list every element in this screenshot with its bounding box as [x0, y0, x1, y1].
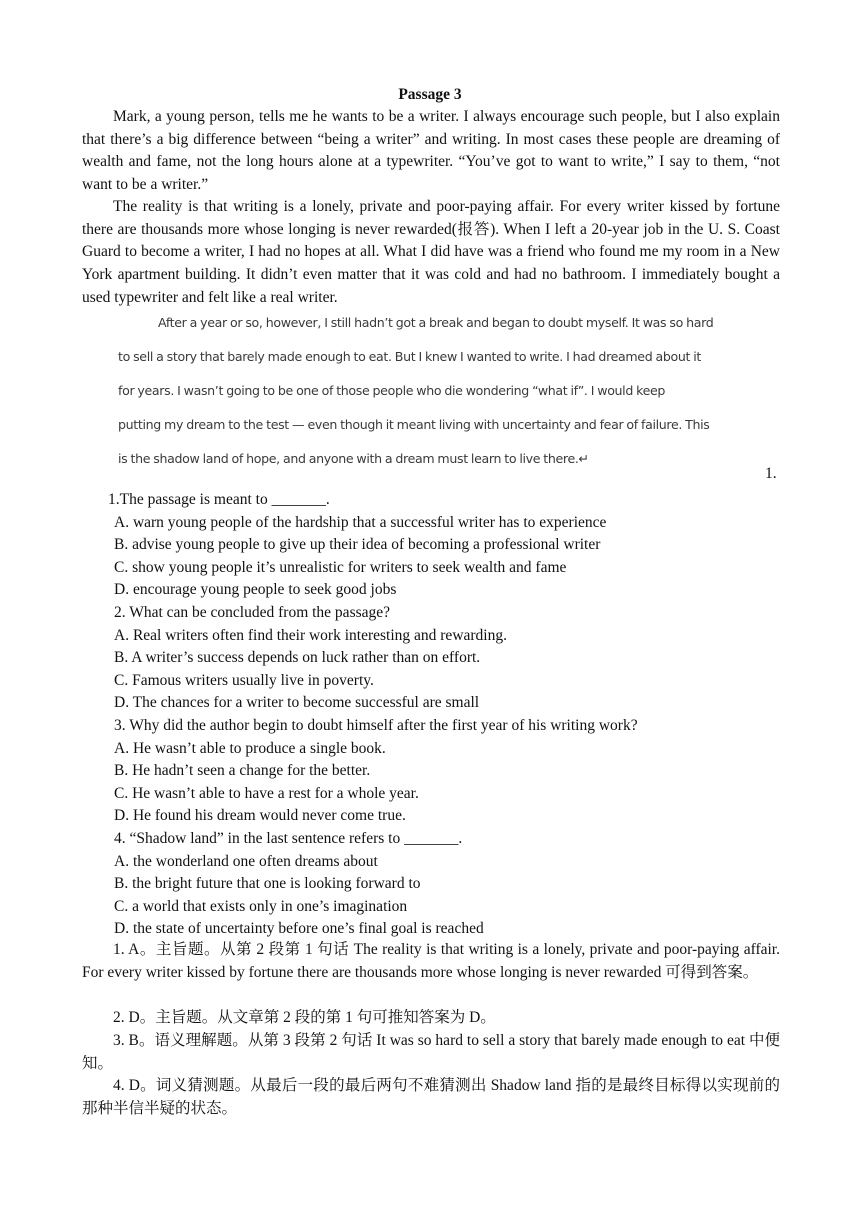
question-2-option-d: D. The chances for a writer to become successful are small — [114, 694, 480, 712]
scanned-line: After a year or so, however, I still hadn’t got a break and began to doubt myself. It was so hard — [158, 315, 714, 330]
scanned-line: is the shadow land of hope, and anyone with a dream must learn to live there.↵ — [118, 451, 589, 466]
answer-4: 4. D。词义猜测题。从最后一段的最后两句不难猜测出 Shadow land 指的是最终目标得以实现前的那种半信半疑的状态。 — [82, 1077, 780, 1117]
question-1-option-d: D. encourage young people to seek good jobs — [114, 581, 397, 599]
question-3-stem: 3. Why did the author begin to doubt himself after the first year of his writing work? — [114, 716, 638, 734]
scanned-line: to sell a story that barely made enough to eat. But I knew I wanted to write. I had dreamed about it — [118, 349, 701, 364]
question-2-option-b: B. A writer’s success depends on luck rather than on effort. — [114, 649, 481, 667]
passage-paragraph-2: The reality is that writing is a lonely, private and poor-paying affair. For every writer kissed by fortune there are thousands more whose longing is never rewarded(报答). When I left a 20-year job in the U. S. Coast Guard to become a writer, I had no hopes at all. What I did have was a friend who found me my room in a New York apartment building. It didn’t even matter that it was cold and had no bathroom. I immediately bought a used typewriter and felt like a real writer. — [82, 198, 780, 306]
passage-paragraph-1: Mark, a young person, tells me he wants to be a writer. I always encourage such people, but I also explain that there’s a big difference between “being a writer” and writing. In most cases these people are dreaming of wealth and fame, not the long hours alone at a typewriter. “You’ve got to want to write,” I say to them, “not want to be a writer.” — [82, 108, 780, 194]
scanned-line: for years. I wasn’t going to be one of those people who die wondering “what if”. I would keep — [118, 383, 666, 398]
question-4-option-b: B. the bright future that one is looking forward to — [114, 875, 421, 893]
question-2-stem: 2. What can be concluded from the passage? — [114, 603, 391, 621]
scanned-paragraph-image — [118, 309, 742, 479]
question-2-option-a: A. Real writers often find their work interesting and rewarding. — [114, 626, 507, 644]
answer-1: 1. A。主旨题。从第 2 段第 1 句话 The reality is that writing is a lonely, private and poor-paying affair. For every writer kissed by fortune there are thousands more whose longing is never rewarded 可得到答案。 — [82, 941, 780, 981]
question-3-option-a: A. He wasn’t able to produce a single book. — [114, 739, 386, 757]
stray-number: 1. — [765, 465, 777, 482]
question-2-option-c: C. Famous writers usually live in poverty. — [114, 671, 374, 689]
answer-3: 3. B。语义理解题。从第 3 段第 2 句话 It was so hard to sell a story that barely made enough to eat 中便知。 — [82, 1032, 780, 1072]
passage-title: Passage 3 — [398, 86, 462, 103]
question-3-option-c: C. He wasn’t able to have a rest for a whole year. — [114, 784, 419, 802]
question-3-option-d: D. He found his dream would never come true. — [114, 807, 406, 825]
question-4-option-c: C. a world that exists only in one’s imagination — [114, 897, 408, 915]
question-4-option-d: D. the state of uncertainty before one’s final goal is reached — [114, 920, 484, 938]
scanned-line: putting my dream to the test — even though it meant living with uncertainty and fear of failure. This — [118, 417, 710, 432]
question-4-stem: 4. “Shadow land” in the last sentence refers to _______. — [114, 829, 463, 847]
question-1-option-a: A. warn young people of the hardship that a successful writer has to experience — [114, 513, 607, 531]
question-1-stem: 1.The passage is meant to _______. — [108, 491, 330, 508]
question-1-option-c: C. show young people it’s unrealistic for writers to seek wealth and fame — [114, 558, 567, 576]
question-1-option-b: B. advise young people to give up their idea of becoming a professional writer — [114, 536, 601, 554]
question-3-option-b: B. He hadn’t seen a change for the better. — [114, 762, 371, 780]
question-4-option-a: A. the wonderland one often dreams about — [114, 852, 378, 870]
answer-2: 2. D。主旨题。从文章第 2 段的第 1 句可推知答案为 D。 — [113, 1009, 496, 1026]
questions-block — [108, 489, 788, 941]
